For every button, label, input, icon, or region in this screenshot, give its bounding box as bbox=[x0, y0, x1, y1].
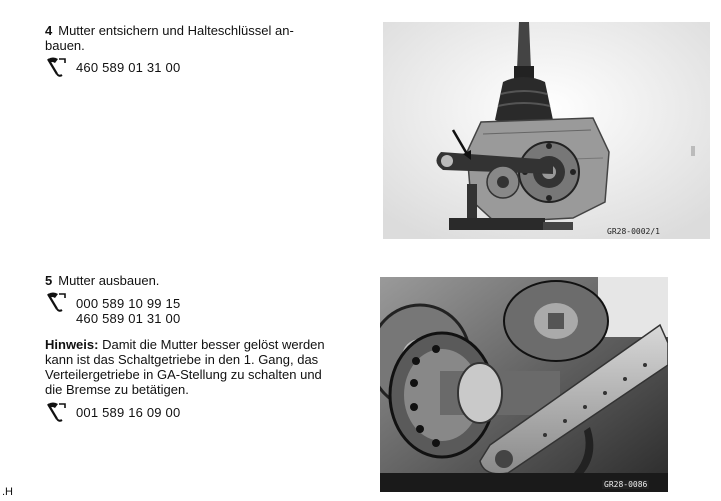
wrench-icon bbox=[45, 55, 69, 77]
step-5-line bbox=[45, 273, 159, 288]
step-4-line-2: bauen. bbox=[45, 38, 85, 53]
step-4-text: Mutter entsichern und Halteschlüssel an- bbox=[58, 23, 294, 38]
step-5-number: 5 bbox=[45, 273, 53, 288]
page-footer-mark: .H bbox=[2, 486, 13, 498]
top-photo-code: GR28-0002/1 bbox=[607, 227, 660, 236]
gearbox-holding-wrench-photo bbox=[383, 22, 710, 239]
hint-text-1: Damit die Mutter besser gelöst werden bbox=[102, 337, 325, 352]
step-5-tool-number-2: 460 589 01 31 00 bbox=[76, 311, 181, 326]
hint-line-3: Verteilergetriebe in GA-Stellung zu schalten und bbox=[45, 367, 322, 382]
hint-tool-number: 001 589 16 09 00 bbox=[76, 405, 181, 420]
hint-line-2: kann ist das Schaltgetriebe in den 1. Gang, das bbox=[45, 352, 319, 367]
hint-block bbox=[45, 337, 345, 397]
hint-line-4: die Bremse zu betätigen. bbox=[45, 382, 189, 397]
bottom-photo-code: GR28-0086 bbox=[604, 480, 648, 489]
hint-label: Hinweis: bbox=[45, 337, 99, 352]
hint-line-1 bbox=[45, 337, 345, 352]
step-4-line-1 bbox=[45, 23, 294, 38]
wrench-icon bbox=[45, 290, 69, 312]
step-5-text: Mutter ausbauen. bbox=[58, 273, 160, 288]
step-4-number: 4 bbox=[45, 23, 53, 38]
flange-nut-removal-photo bbox=[380, 277, 668, 492]
step-4-tool-number: 460 589 01 31 00 bbox=[76, 60, 181, 75]
wrench-icon bbox=[45, 400, 69, 422]
step-5-tool-number-1: 000 589 10 99 15 bbox=[76, 296, 181, 311]
